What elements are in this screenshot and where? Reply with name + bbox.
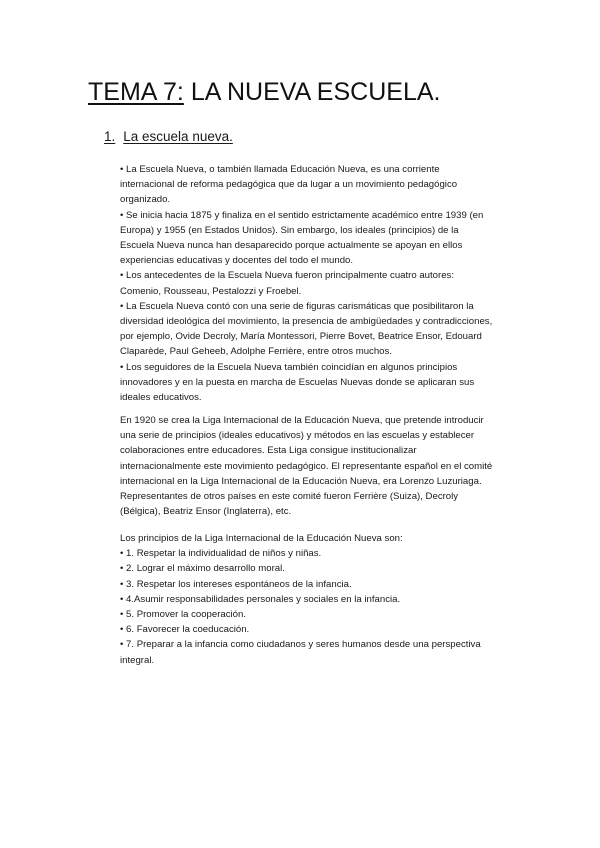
principle-item: • 7. Preparar a la infancia como ciudadanos y seres humanos desde una perspectiva integral. xyxy=(120,639,481,666)
bullet-item: • Se inicia hacia 1875 y finaliza en el sentido estrictamente académico entre 1939 (en Europa) y 1955 (en Estados Unidos). Sin embargo, los ideales (principios) de la Escuela Nueva nunca han desaparecido porque actualmente se apoyan en ellos experiencias educativas y docentes del todo el mundo. xyxy=(120,209,484,267)
title-prefix: TEMA 7: xyxy=(88,78,184,106)
principle-item: • 5. Promover la cooperación. xyxy=(120,609,247,621)
bullet-item: • Los seguidores de la Escuela Nueva también coincidían en algunos principios innovadores y en la puesta en marcha de Escuelas Nuevas donde se aplicaran sus ideales educativos. xyxy=(120,361,475,404)
liga-paragraph xyxy=(120,413,495,519)
principle-item: • 6. Favorecer la coeducación. xyxy=(120,624,250,636)
bullet-item: • La Escuela Nueva contó con una serie de figuras carismáticas que posibilitaron la diversidad ideológica del movimiento, la presencia de ambigüedades y contradicciones, por ejemplo, Ovide Decroly, María Montessori, Pierre Bovet, Beatrice Ensor, Edouard Claparède, Paul Geheeb, Adolphe Ferrière, entre otros muchos. xyxy=(120,300,493,358)
section-number: 1. xyxy=(104,129,116,144)
bullet-item: • Los antecedentes de la Escuela Nueva fueron principalmente cuatro autores: Comenio, Rousseau, Pestalozzi y Froebel. xyxy=(120,270,455,297)
principle-item: • 2. Lograr el máximo desarrollo moral. xyxy=(120,563,285,575)
title-text: LA NUEVA ESCUELA. xyxy=(183,78,441,106)
page-title xyxy=(88,76,440,108)
bullet-list xyxy=(120,162,495,405)
principles-list xyxy=(120,531,495,668)
principle-item: • 4.Asumir responsabilidades personales y sociales en la infancia. xyxy=(120,593,401,605)
principle-item: • 3. Respetar los intereses espontáneos de la infancia. xyxy=(120,578,352,590)
section-title: La escuela nueva. xyxy=(123,129,233,144)
principles-intro: Los principios de la Liga Internacional de la Educación Nueva son: xyxy=(120,533,403,544)
section-heading xyxy=(104,128,233,146)
principle-item: • 1. Respetar la individualidad de niños y niñas. xyxy=(120,548,322,560)
paragraph-text: En 1920 se crea la Liga Internacional de la Educación Nueva, que pretende introducir una serie de principios (ideales educativos) y métodos en las escuelas y establecer colaboraciones entre educadores. Esta Liga consigue institucionalizar internacionalmente este movimiento pedagógico. El representante español en el comité internacional en la Liga Internacional de la Educación Nueva, era Lorenzo Luzuriaga. Representantes de otros países en este comité fueron Ferrière (Suiza), Decroly (Bélgica), Beatriz Ensor (Inglaterra), etc. xyxy=(120,415,493,518)
bullet-item: • La Escuela Nueva, o también llamada Educación Nueva, es una corriente internacional de reforma pedagógica que da lugar a un movimiento pedagógico organizado. xyxy=(120,164,458,206)
